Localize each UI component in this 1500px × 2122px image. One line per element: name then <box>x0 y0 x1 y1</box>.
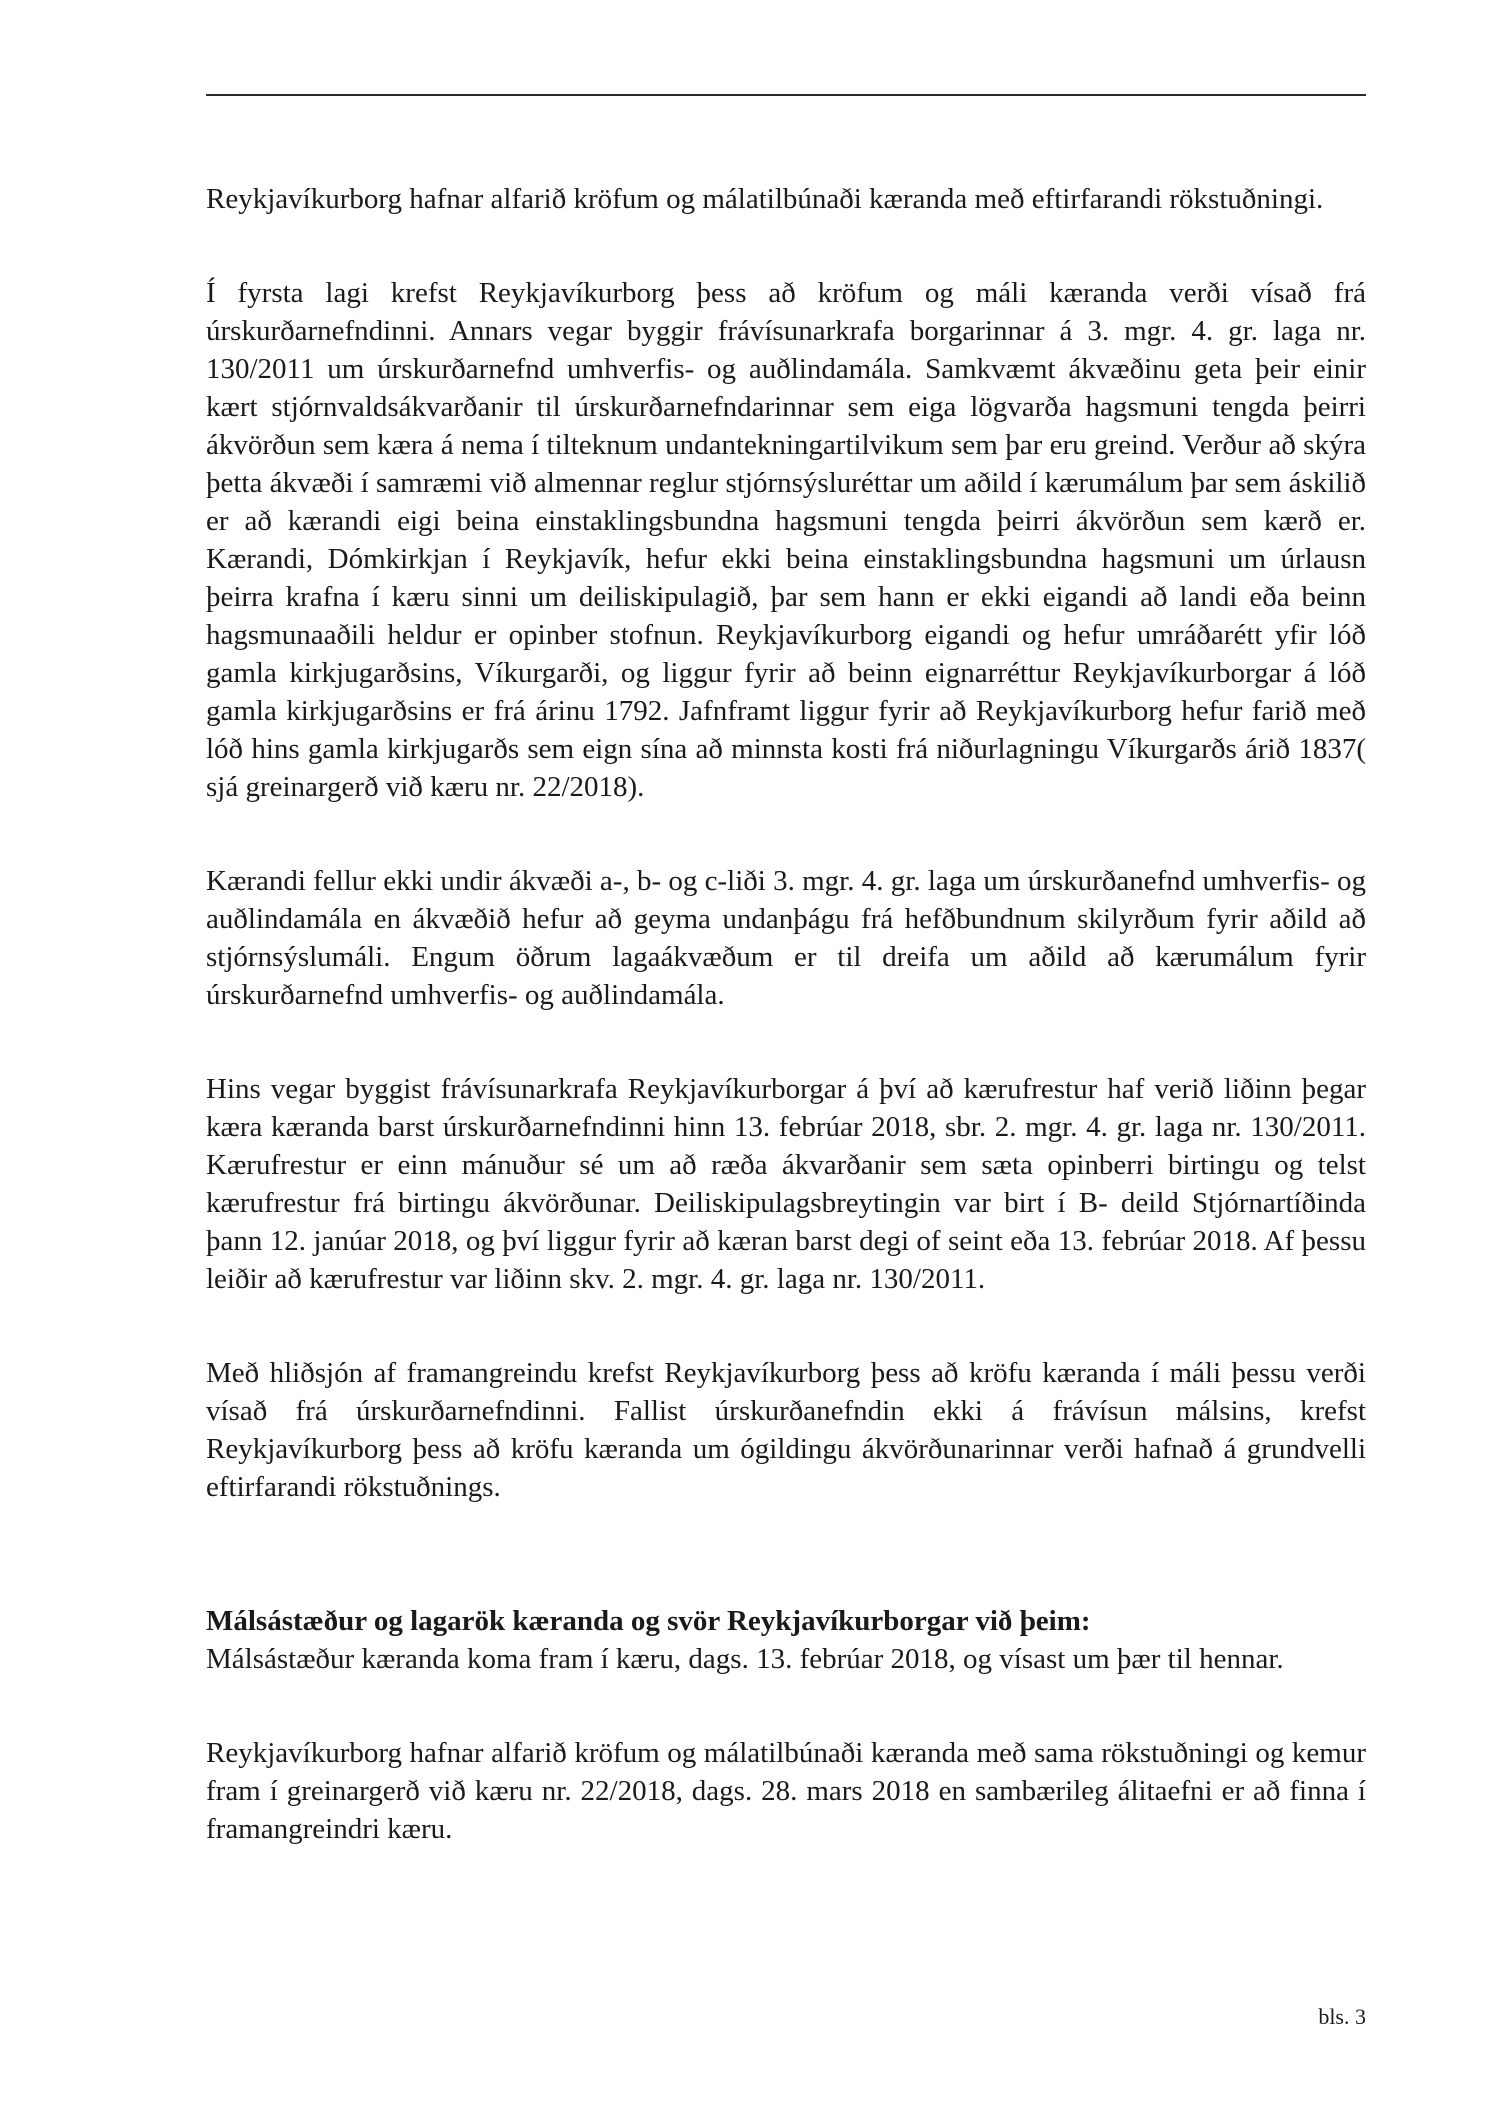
paragraph-dismissal-standing: Í fyrsta lagi krefst Reykjavíkurborg þess að kröfum og máli kæranda verði vísað frá úrskurðarnefndinni. Annars vegar byggir frávísunarkrafa borgarinnar á 3. mgr. 4. gr. laga nr. 130/2011 um úrskurðarnefnd umhverfis- og auðlindamála. Samkvæmt ákvæðinu geta þeir einir kært stjórnvaldsákvarðanir til úrskurðarnefndarinnar sem eiga lögvarða hagsmuni tengda þeirri ákvörðun sem kæra á nema í tilteknum undantekningartilvikum sem þar eru greind. Verður að skýra þetta ákvæði í samræmi við almennar reglur stjórnsýsluréttar um aðild í kærumálum þar sem áskilið er að kærandi eigi beina einstaklingsbundna hagsmuni tengda þeirri ákvörðun sem kærð er. Kærandi, Dómkirkjan í Reykjavík, hefur ekki beina einstaklingsbundna hagsmuni um úrlausn þeirra krafna í kæru sinni um deiliskipulagið, þar sem hann er ekki eigandi að landi eða beinn hagsmunaaðili heldur er opinber stofnun. Reykjavíkurborg eigandi og hefur umráðarétt yfir lóð gamla kirkjugarðsins, Víkurgarði, og liggur fyrir að beinn eignarréttur Reykjavíkurborgar á lóð gamla kirkjugarðsins er frá árinu 1792. Jafnframt liggur fyrir að Reykjavíkurborg hefur farið með lóð hins gamla kirkjugarðs sem eign sína að minnsta kosti frá niðurlagningu Víkurgarðs árið 1837( sjá greinargerð við kæru nr. 22/2018). <box>206 277 1366 803</box>
paragraph-deadline: Hins vegar byggist frávísunarkrafa Reykjavíkurborgar á því að kærufrestur haf verið liðinn þegar kæra kæranda barst úrskurðarnefndinni hinn 13. febrúar 2018, sbr. 2. mgr. 4. gr. laga nr. 130/2011. Kærufrestur er einn mánuður sé um að ræða ákvarðanir sem sæta opinberri birtingu og telst kærufrestur frá birtingu ákvörðunar. Deiliskipulagsbreytingin var birt í B- deild Stjórnartíðinda þann 12. janúar 2018, og því liggur fyrir að kæran barst degi of seint eða 13. febrúar 2018. Af þessu leiðir að kærufrestur var liðinn skv. 2. mgr. 4. gr. laga nr. 130/2011. <box>206 1073 1366 1295</box>
paragraph-conclusion: Með hliðsjón af framangreindu krefst Reykjavíkurborg þess að kröfu kæranda í máli þessu verði vísað frá úrskurðarnefndinni. Fallist úrskurðanefndin ekki á frávísun málsins, krefst Reykjavíkurborg þess að kröfu kæranda um ógildingu ákvörðunarinnar verði hafnað á grundvelli eftirfarandi rökstuðnings. <box>206 1357 1366 1503</box>
paragraph-section-intro: Málsástæður kæranda koma fram í kæru, dags. 13. febrúar 2018, og vísast um þær til hennar. <box>206 1643 1284 1675</box>
section-heading: Málsástæður og lagarök kæranda og svör Reykjavíkurborgar við þeim: <box>206 1605 1091 1637</box>
document-body <box>206 180 1366 1848</box>
top-divider <box>206 94 1366 96</box>
paragraph-rejection: Reykjavíkurborg hafnar alfarið kröfum og málatilbúnaði kæranda með eftirfarandi rökstuðningi. <box>206 183 1324 215</box>
paragraph-section-rejection: Reykjavíkurborg hafnar alfarið kröfum og málatilbúnaði kæranda með sama rökstuðningi og kemur fram í greinargerð við kæru nr. 22/2018, dags. 28. mars 2018 en sambærileg álitaefni er að finna í framangreindri kæru. <box>206 1737 1366 1845</box>
page-number: bls. 3 <box>1318 2004 1366 2029</box>
paragraph-exceptions: Kærandi fellur ekki undir ákvæði a-, b- og c-liði 3. mgr. 4. gr. laga um úrskurðanefnd umhverfis- og auðlindamála en ákvæðið hefur að geyma undanþágu frá hefðbundnum skilyrðum fyrir aðild að stjórnsýslumáli. Engum öðrum lagaákvæðum er til dreifa um aðild að kærumálum fyrir úrskurðarnefnd umhverfis- og auðlindamála. <box>206 865 1366 1011</box>
